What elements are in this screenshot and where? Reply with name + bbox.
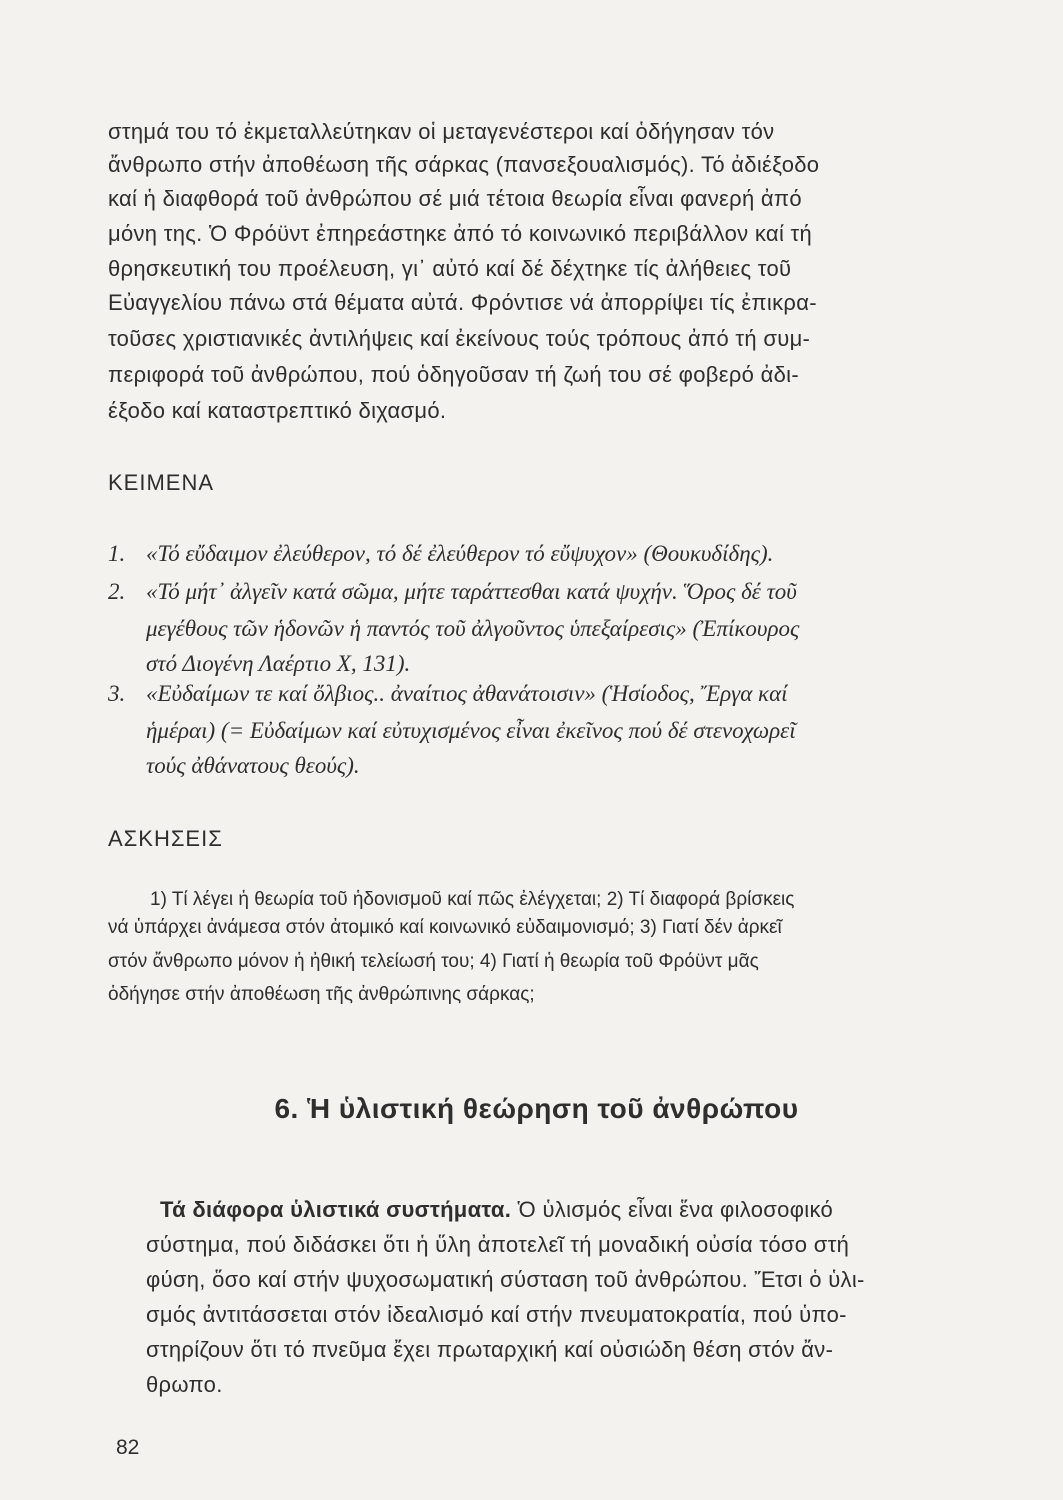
text-item-number: 1. [108, 541, 126, 566]
exercise-line: νά ὑπάρχει ἀνάμεσα στόν ἀτομικό καί κοινωνικό εὐδαιμονισμό; 3) Γιατί δέν ἀρκεῖ [108, 917, 782, 938]
paragraph-line: στημά του τό ἐκμεταλλεύτηκαν οἱ μεταγενέστεροι καί ὁδήγησαν τόν [108, 119, 775, 144]
paragraph-line: θρησκευτική του προέλευση, γι᾽ αὐτό καί δέ δέχτηκε τίς ἀλήθειες τοῦ [108, 256, 792, 281]
text-item-line: τούς ἀθάνατους θεούς). [146, 753, 360, 778]
text-item [108, 540, 978, 568]
text-item-line: μεγέθους τῶν ἡδονῶν ἡ παντός τοῦ ἀλγοῦντος ὑπεξαίρεσις» (Ἐπίκουρος [146, 616, 800, 641]
paragraph-line: καί ἡ διαφθορά τοῦ ἀνθρώπου σέ μιά τέτοια θεωρία εἶναι φανερή ἀπό [108, 186, 802, 211]
body-line [160, 1196, 833, 1224]
body-lead-bold: Τά διάφορα ὑλιστικά συστήματα. [160, 1197, 512, 1222]
body-line: σμός ἀντιτάσσεται στόν ἰδεαλισμό καί στήν πνευματοκρατία, πού ὑπο- [146, 1302, 847, 1327]
body-line: φύση, ὅσο καί στήν ψυχοσωματική σύσταση τοῦ ἀνθρώπου. Ἔτσι ὁ ὑλι- [146, 1267, 865, 1292]
text-item-line: στό Διογένη Λαέρτιο X, 131). [146, 651, 411, 676]
body-line: θρωπο. [146, 1372, 223, 1397]
section-title [0, 1093, 1063, 1125]
body-lead-rest: Ὁ ὑλισμός εἶναι ἕνα φιλοσοφικό [511, 1197, 834, 1222]
paragraph-line: περιφορά τοῦ ἀνθρώπου, πού ὁδηγοῦσαν τή ζωή του σέ φοβερό ἀδι- [108, 362, 799, 387]
text-item-line: «Τό εὔδαιμον ἐλεύθερον, τό δέ ἐλεύθερον τό εὔψυχον» (Θουκυδίδης). [146, 541, 774, 566]
text-item-line: «Τό μήτ᾽ ἀλγεῖν κατά σῶμα, μήτε ταράττεσθαι κατά ψυχήν. Ὅρος δέ τοῦ [146, 579, 797, 604]
text-item-line: ἡμέραι) (= Εὐδαίμων καί εὐτυχισμένος εἶναι ἐκεῖνος πού δέ στενοχωρεῖ [146, 718, 796, 743]
exercise-line: 1) Τί λέγει ἡ θεωρία τοῦ ἡδονισμοῦ καί πῶς ἐλέγχεται; 2) Τί διαφορά βρίσκεις [150, 889, 795, 910]
body-line: στηρίζουν ὅτι τό πνεῦμα ἔχει πρωταρχική καί οὐσιώδη θέση στόν ἄν- [146, 1337, 834, 1362]
text-item-number: 2. [108, 579, 126, 604]
body-line: σύστημα, πού διδάσκει ὅτι ἡ ὕλη ἀποτελεῖ τή μοναδική οὐσία τόσο στή [146, 1232, 850, 1257]
text-item [108, 578, 978, 606]
exercise-line: στόν ἄνθρωπο μόνον ἡ ἠθική τελείωσή του; 4) Γιατί ἡ θεωρία τοῦ Φρόϋντ μᾶς [108, 951, 759, 972]
paragraph-line: Εὐαγγελίου πάνω στά θέματα αὐτά. Φρόντισε νά ἀπορρίψει τίς ἐπικρα- [108, 290, 817, 315]
texts-heading: ΚΕΙΜΕΝΑ [108, 470, 215, 495]
paragraph-line: έξοδο καί καταστρεπτικό διχασμό. [108, 398, 447, 423]
section-title-text: 6. Ἡ ὑλιστική θεώρηση τοῦ ἀνθρώπου [274, 1093, 799, 1124]
paragraph-line: μόνη της. Ὁ Φρόϋντ ἐπηρεάστηκε ἀπό τό κοινωνικό περιβάλλον καί τή [108, 221, 813, 246]
page-number: 82 [116, 1436, 140, 1459]
text-item-number: 3. [108, 681, 126, 706]
text-item-line: «Εὐδαίμων τε καί ὄλβιος.. ἀναίτιος ἀθανάτοισιν» (Ἡσίοδος, Ἔργα καί [146, 681, 788, 706]
exercises-heading: ΑΣΚΗΣΕΙΣ [108, 826, 223, 851]
text-item [108, 680, 978, 708]
paragraph-line: τοῦσες χριστιανικές ἀντιλήψεις καί ἐκείνους τούς τρόπους ἀπό τή συμ- [108, 326, 811, 351]
exercise-line: ὁδήγησε στήν ἀποθέωση τῆς ἀνθρώπινης σάρκας; [108, 984, 535, 1005]
paragraph-line: ἄνθρωπο στήν ἀποθέωση τῆς σάρκας (πανσεξουαλισμός). Τό ἀδιέξοδο [108, 152, 820, 177]
